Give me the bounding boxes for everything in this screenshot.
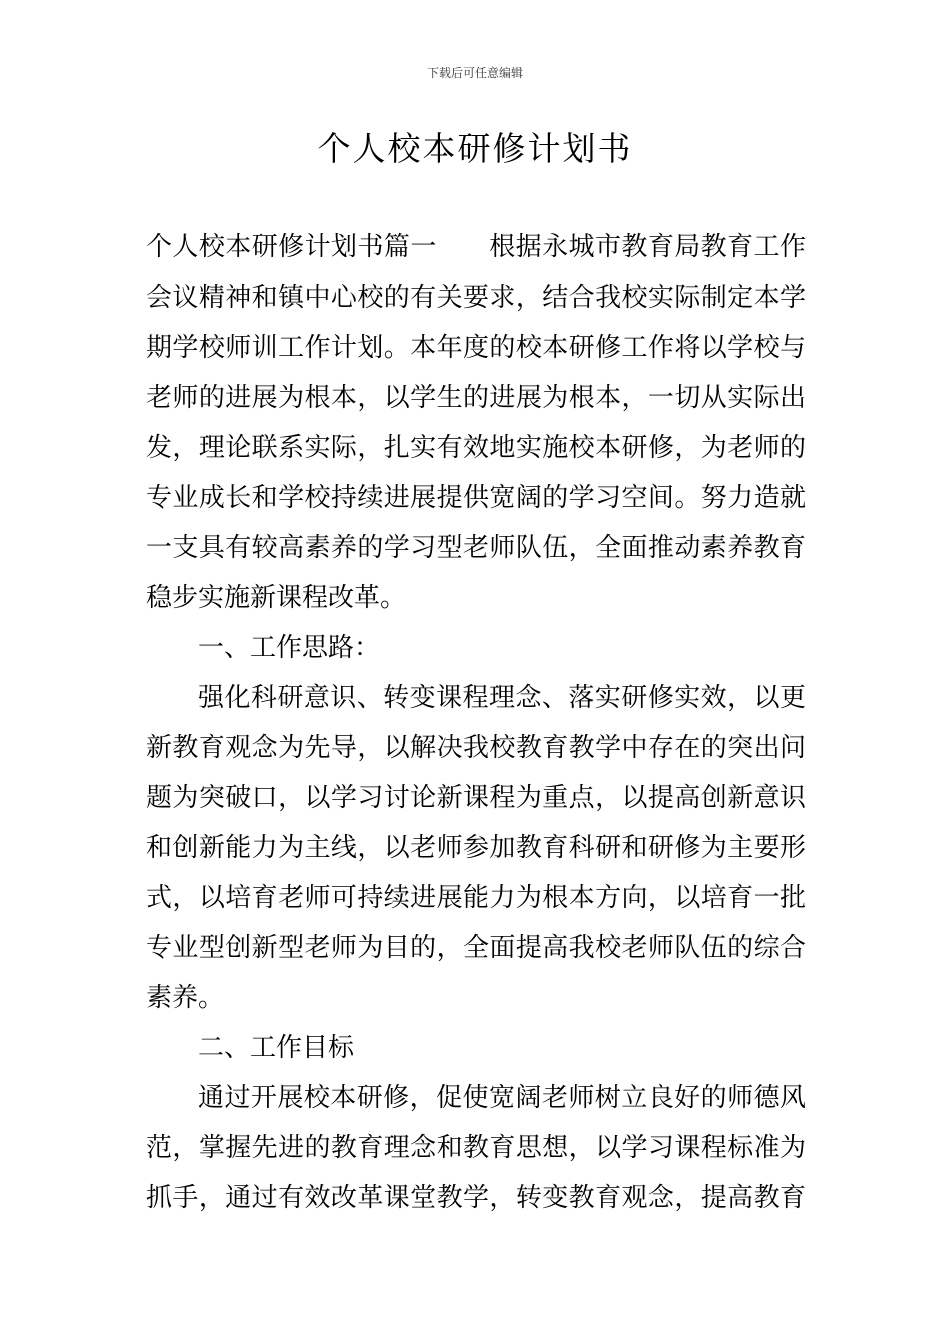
paragraph-line: 会议精神和镇中心校的有关要求，结合我校实际制定本学 xyxy=(146,283,806,313)
paragraph-line: 式，以培育老师可持续进展能力为根本方向，以培育一批 xyxy=(146,883,806,913)
paragraph-line: 发，理论联系实际，扎实有效地实施校本研修，为老师的 xyxy=(146,433,806,463)
paragraph-line: 强化科研意识、转变课程理念、落实研修实效，以更 xyxy=(198,683,806,713)
section-heading: 二、工作目标 xyxy=(198,1033,355,1063)
page-header: 下载后可任意编辑 xyxy=(426,66,523,80)
paragraph-line: 抓手，通过有效改革课堂教学，转变教育观念，提高教育 xyxy=(146,1183,806,1213)
paragraph-line: 通过开展校本研修，促使宽阔老师树立良好的师德风 xyxy=(198,1083,806,1113)
paragraph-line: 期学校师训工作计划。本年度的校本研修工作将以学校与 xyxy=(146,333,806,363)
section-heading: 一、工作思路： xyxy=(198,633,381,663)
paragraph-line: 稳步实施新课程改革。 xyxy=(146,583,407,613)
paragraph-line: 一支具有较高素养的学习型老师队伍，全面推动素养教育 xyxy=(146,533,806,563)
paragraph-line: 素养。 xyxy=(146,983,225,1013)
paragraph-line: 新教育观念为先导，以解决我校教育教学中存在的突出问 xyxy=(146,733,806,763)
paragraph-line: 老师的进展为根本，以学生的进展为根本，一切从实际出 xyxy=(146,383,806,413)
paragraph-line: 个人校本研修计划书篇一 根据永城市教育局教育工作 xyxy=(146,232,806,262)
paragraph-line: 题为突破口，以学习讨论新课程为重点，以提高创新意识 xyxy=(146,783,806,813)
paragraph-line: 专业型创新型老师为目的，全面提高我校老师队伍的综合 xyxy=(146,933,806,963)
paragraph-line: 范，掌握先进的教育理念和教育思想，以学习课程标准为 xyxy=(146,1133,806,1163)
document-title: 个人校本研修计划书 xyxy=(317,129,633,168)
paragraph-line: 专业成长和学校持续进展提供宽阔的学习空间。努力造就 xyxy=(146,483,806,513)
paragraph-line: 和创新能力为主线，以老师参加教育科研和研修为主要形 xyxy=(146,833,806,863)
